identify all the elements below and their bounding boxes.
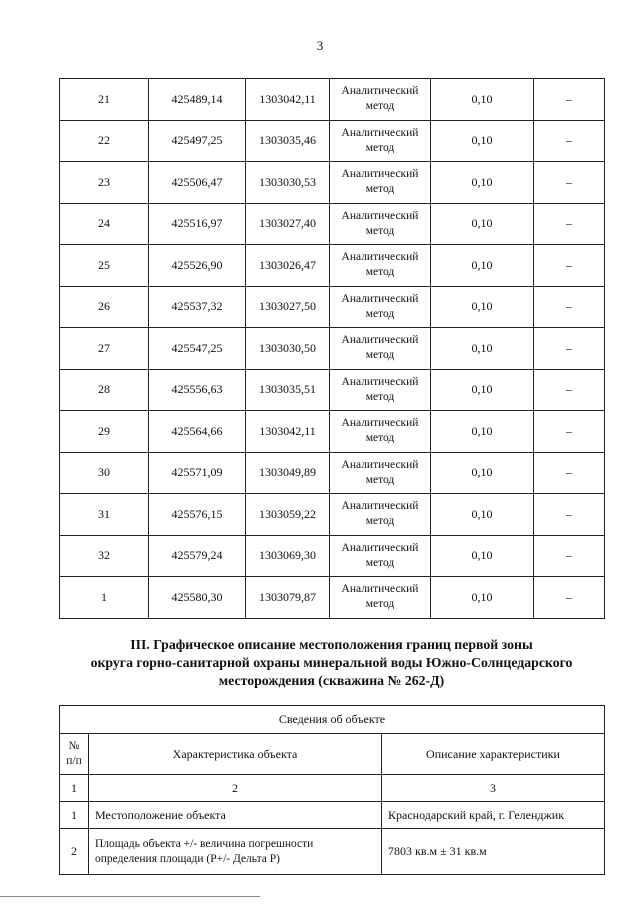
- coordinates-table-body: [60, 79, 605, 619]
- accuracy-cell: 0,10: [431, 120, 534, 162]
- header-number-line: №: [68, 740, 80, 752]
- x-coordinate-cell: 425579,24: [149, 535, 246, 577]
- y-coordinate-cell: 1303069,30: [246, 535, 330, 577]
- method-line: метод: [365, 432, 395, 445]
- note-cell: –: [534, 577, 605, 619]
- characteristic-line: определения площади (Р+/- Дельта Р): [95, 852, 280, 865]
- note-cell: –: [534, 411, 605, 453]
- section-title-line: месторождения (скважина № 262-Д): [218, 673, 445, 688]
- y-coordinate-cell: 1303030,50: [246, 328, 330, 370]
- info-row-description: 7803 кв.м ± 31 кв.м: [382, 829, 605, 875]
- x-coordinate-cell: 425516,97: [149, 203, 246, 245]
- note-cell: –: [534, 535, 605, 577]
- note-cell: –: [534, 369, 605, 411]
- accuracy-cell: 0,10: [431, 369, 534, 411]
- characteristic-line: Местоположение объекта: [95, 807, 226, 822]
- x-coordinate-cell: 425556,63: [149, 369, 246, 411]
- method-cell: [330, 369, 431, 411]
- table-row: [60, 535, 605, 577]
- method-line: метод: [365, 473, 395, 486]
- table-row: [60, 369, 605, 411]
- method-line: Аналитический: [341, 126, 419, 139]
- info-header-row: [60, 734, 605, 775]
- accuracy-cell: 0,10: [431, 411, 534, 453]
- method-cell: [330, 452, 431, 494]
- method-cell: [330, 286, 431, 328]
- point-number-cell: 29: [60, 411, 149, 453]
- method-line: метод: [365, 224, 395, 237]
- section-title-line: III. Графическое описание местоположения границ первой зоны: [130, 637, 533, 652]
- info-title: Сведения об объекте: [60, 706, 605, 734]
- header-number: [60, 734, 89, 775]
- method-line: Аналитический: [341, 417, 419, 430]
- point-number-cell: 24: [60, 203, 149, 245]
- accuracy-cell: 0,10: [431, 577, 534, 619]
- method-line: Аналитический: [341, 85, 419, 98]
- x-coordinate-cell: 425537,32: [149, 286, 246, 328]
- info-row: [60, 802, 605, 829]
- method-line: метод: [365, 100, 395, 113]
- coordinates-table: [59, 78, 605, 619]
- accuracy-cell: 0,10: [431, 79, 534, 121]
- object-info-table: [59, 705, 605, 875]
- x-coordinate-cell: 425580,30: [149, 577, 246, 619]
- y-coordinate-cell: 1303030,53: [246, 162, 330, 204]
- info-row-number: 2: [60, 829, 89, 875]
- method-line: Аналитический: [341, 209, 419, 222]
- method-line: метод: [365, 349, 395, 362]
- note-cell: –: [534, 162, 605, 204]
- accuracy-cell: 0,10: [431, 535, 534, 577]
- header-number-line: п/п: [66, 755, 82, 767]
- note-cell: –: [534, 494, 605, 536]
- table-row: [60, 245, 605, 287]
- y-coordinate-cell: 1303035,51: [246, 369, 330, 411]
- y-coordinate-cell: 1303027,50: [246, 286, 330, 328]
- method-line: метод: [365, 515, 395, 528]
- y-coordinate-cell: 1303079,87: [246, 577, 330, 619]
- info-row-number: 1: [60, 802, 89, 829]
- table-row: [60, 411, 605, 453]
- column-number: 1: [60, 775, 89, 802]
- method-line: метод: [365, 183, 395, 196]
- table-row: [60, 203, 605, 245]
- y-coordinate-cell: 1303059,22: [246, 494, 330, 536]
- note-cell: –: [534, 203, 605, 245]
- method-cell: [330, 494, 431, 536]
- method-line: Аналитический: [341, 500, 419, 513]
- section-title: [60, 636, 603, 690]
- table-row: [60, 79, 605, 121]
- method-line: метод: [365, 390, 395, 403]
- method-line: метод: [365, 141, 395, 154]
- x-coordinate-cell: 425526,90: [149, 245, 246, 287]
- method-line: Аналитический: [341, 375, 419, 388]
- info-column-numbers-row: [60, 775, 605, 802]
- y-coordinate-cell: 1303049,89: [246, 452, 330, 494]
- table-row: [60, 120, 605, 162]
- method-cell: [330, 411, 431, 453]
- table-row: [60, 162, 605, 204]
- method-cell: [330, 245, 431, 287]
- note-cell: –: [534, 120, 605, 162]
- accuracy-cell: 0,10: [431, 245, 534, 287]
- point-number-cell: 28: [60, 369, 149, 411]
- x-coordinate-cell: 425489,14: [149, 79, 246, 121]
- table-row: [60, 286, 605, 328]
- method-line: Аналитический: [341, 583, 419, 596]
- y-coordinate-cell: 1303035,46: [246, 120, 330, 162]
- point-number-cell: 31: [60, 494, 149, 536]
- accuracy-cell: 0,10: [431, 328, 534, 370]
- method-cell: [330, 120, 431, 162]
- y-coordinate-cell: 1303042,11: [246, 411, 330, 453]
- method-line: Аналитический: [341, 541, 419, 554]
- method-line: Аналитический: [341, 251, 419, 264]
- footer-rule: [0, 896, 260, 897]
- y-coordinate-cell: 1303026,47: [246, 245, 330, 287]
- accuracy-cell: 0,10: [431, 162, 534, 204]
- y-coordinate-cell: 1303027,40: [246, 203, 330, 245]
- column-number: 3: [382, 775, 605, 802]
- accuracy-cell: 0,10: [431, 452, 534, 494]
- method-line: метод: [365, 556, 395, 569]
- point-number-cell: 32: [60, 535, 149, 577]
- method-line: метод: [365, 266, 395, 279]
- point-number-cell: 25: [60, 245, 149, 287]
- method-line: Аналитический: [341, 168, 419, 181]
- header-characteristic: Характеристика объекта: [89, 734, 382, 775]
- note-cell: –: [534, 286, 605, 328]
- point-number-cell: 22: [60, 120, 149, 162]
- accuracy-cell: 0,10: [431, 203, 534, 245]
- method-line: метод: [365, 598, 395, 611]
- characteristic-line: Площадь объекта +/- величина погрешности: [95, 837, 314, 850]
- info-row-characteristic: [89, 829, 382, 875]
- table-row: [60, 577, 605, 619]
- note-cell: –: [534, 452, 605, 494]
- table-row: [60, 328, 605, 370]
- header-description: Описание характеристики: [382, 734, 605, 775]
- info-row: [60, 829, 605, 875]
- accuracy-cell: 0,10: [431, 286, 534, 328]
- method-cell: [330, 79, 431, 121]
- method-cell: [330, 162, 431, 204]
- method-cell: [330, 577, 431, 619]
- x-coordinate-cell: 425576,15: [149, 494, 246, 536]
- page-number: 3: [316, 38, 324, 53]
- method-cell: [330, 203, 431, 245]
- table-row: [60, 494, 605, 536]
- y-coordinate-cell: 1303042,11: [246, 79, 330, 121]
- method-line: Аналитический: [341, 334, 419, 347]
- x-coordinate-cell: 425564,66: [149, 411, 246, 453]
- method-line: Аналитический: [341, 292, 419, 305]
- method-line: метод: [365, 307, 395, 320]
- x-coordinate-cell: 425571,09: [149, 452, 246, 494]
- point-number-cell: 23: [60, 162, 149, 204]
- info-title-row: [60, 706, 605, 734]
- x-coordinate-cell: 425497,25: [149, 120, 246, 162]
- info-row-characteristic: [89, 802, 382, 829]
- method-cell: [330, 535, 431, 577]
- method-line: Аналитический: [341, 458, 419, 471]
- column-number: 2: [89, 775, 382, 802]
- note-cell: –: [534, 328, 605, 370]
- info-row-description: Краснодарский край, г. Геленджик: [382, 802, 605, 829]
- x-coordinate-cell: 425506,47: [149, 162, 246, 204]
- method-cell: [330, 328, 431, 370]
- note-cell: –: [534, 79, 605, 121]
- point-number-cell: 30: [60, 452, 149, 494]
- section-title-line: округа горно-санитарной охраны минеральной воды Южно-Солнцедарского: [90, 655, 573, 670]
- note-cell: –: [534, 245, 605, 287]
- x-coordinate-cell: 425547,25: [149, 328, 246, 370]
- point-number-cell: 27: [60, 328, 149, 370]
- point-number-cell: 21: [60, 79, 149, 121]
- accuracy-cell: 0,10: [431, 494, 534, 536]
- point-number-cell: 26: [60, 286, 149, 328]
- table-row: [60, 452, 605, 494]
- point-number-cell: 1: [60, 577, 149, 619]
